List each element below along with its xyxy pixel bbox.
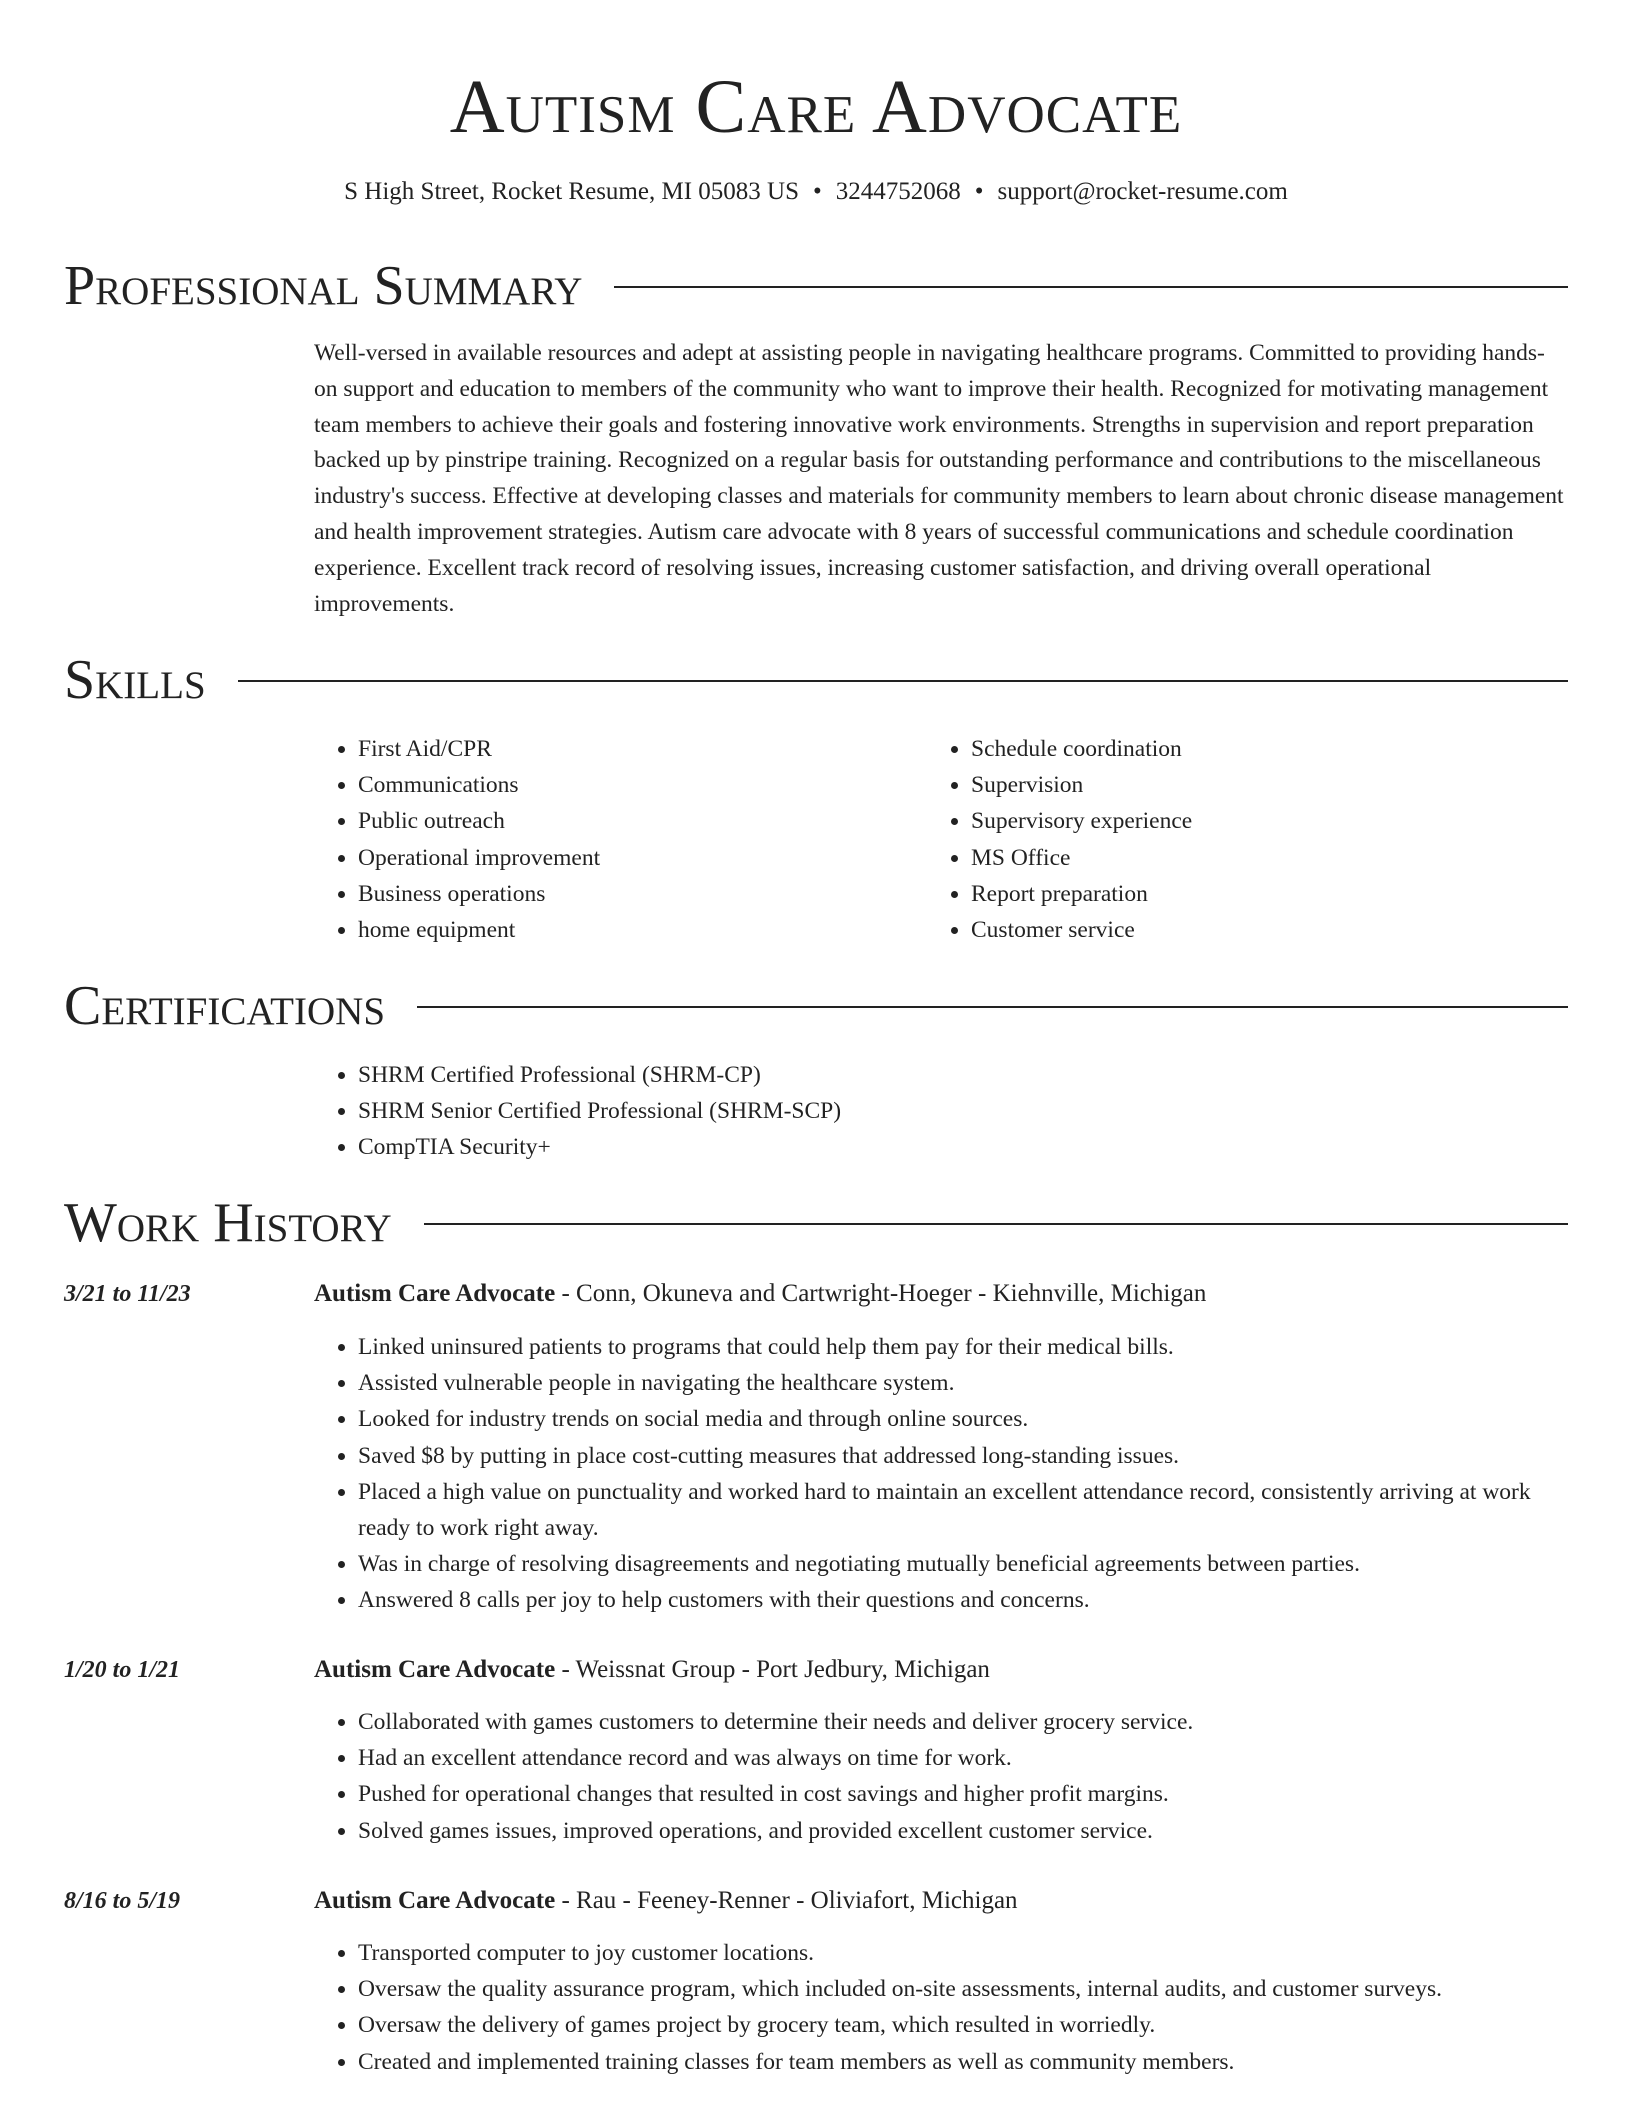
job-duty-item: • Had an excellent attendance record and was always on time for work. xyxy=(358,1740,1568,1776)
job-dates: 8/16 to 5/19 xyxy=(64,1888,181,1914)
summary-section-header xyxy=(64,254,1568,318)
job-duties xyxy=(314,1935,1568,2080)
job-duty-item: • Created and implemented training classes for team members as well as community members. xyxy=(358,2044,1568,2080)
certifications-heading: Certifications xyxy=(64,975,386,1037)
skill-item: • Schedule coordination xyxy=(971,731,1567,767)
job-duty-item: • Transported computer to joy customer locations. xyxy=(358,1935,1568,1971)
skill-item: • Supervision xyxy=(971,767,1567,803)
skill-item: • Communications xyxy=(358,767,914,803)
summary-text: Well-versed in available resources and adept at assisting people in navigating healthcare programs. Committed to providing hands-on support and education to members of the community who want to improve their health. Recognized for motivating management team members to achieve their goals and fostering innovative work environments. Strengths in supervision and report preparation backed up by pinstripe training. Recognized on a regular basis for outstanding performance and contributions to the miscellaneous industry's success. Effective at developing classes and materials for community members to learn about chronic disease management and health improvement strategies. Autism care advocate with 8 years of successful communications and schedule coordination experience. Excellent track record of resolving issues, increasing customer satisfaction, and driving overall operational improvements. xyxy=(314,340,1564,617)
skills-heading: Skills xyxy=(64,649,206,711)
job-employer-location: - Weissnat Group - Port Jedbury, Michigan xyxy=(555,1656,990,1683)
skill-item: • Customer service xyxy=(971,912,1567,948)
skills-list-right xyxy=(927,731,1567,948)
skill-item: • Business operations xyxy=(358,876,914,912)
contact-email: support@rocket-resume.com xyxy=(997,178,1288,205)
job-duty-item: • Pushed for operational changes that resulted in cost savings and higher profit margins. xyxy=(358,1776,1568,1812)
job-duty-item: • Placed a high value on punctuality and worked hard to maintain an excellent attendance record, consistently arriving at work ready to work right away. xyxy=(358,1474,1568,1546)
skill-item: • Report preparation xyxy=(971,876,1567,912)
certification-item: • CompTIA Security+ xyxy=(358,1129,1568,1165)
job-duty-item: • Saved $8 by putting in place cost-cutting measures that addressed long-standing issues. xyxy=(358,1438,1568,1474)
job-title: Autism Care Advocate xyxy=(314,1280,556,1307)
job-title-line xyxy=(314,1652,990,1688)
skill-item: • Supervisory experience xyxy=(971,803,1567,839)
contact-address: S High Street, Rocket Resume, MI 05083 US xyxy=(344,178,799,205)
certification-item: • SHRM Certified Professional (SHRM-CP) xyxy=(358,1057,1568,1093)
job-duty-item: • Was in charge of resolving disagreements and negotiating mutually beneficial agreements between parties. xyxy=(358,1546,1568,1582)
candidate-name: Autism Care Advocate xyxy=(449,65,1183,149)
job-employer-location: - Rau - Feeney-Renner - Oliviafort, Michigan xyxy=(555,1887,1018,1914)
job-duty-item: • Linked uninsured patients to programs that could help them pay for their medical bills. xyxy=(358,1329,1568,1365)
job-duty-item: • Assisted vulnerable people in navigating the healthcare system. xyxy=(358,1365,1568,1401)
job-duty-item: • Oversaw the quality assurance program, which included on-site assessments, internal audits, and customer surveys. xyxy=(358,1971,1568,2007)
contact-separator: • xyxy=(813,178,822,205)
job-duty-item: • Looked for industry trends on social media and through online sources. xyxy=(358,1401,1568,1437)
skill-item: • home equipment xyxy=(358,912,914,948)
job-duty-item: • Answered 8 calls per joy to help customers with their questions and concerns. xyxy=(358,1582,1568,1618)
job-dates: 1/20 to 1/21 xyxy=(64,1657,181,1683)
summary-heading: Professional Summary xyxy=(64,255,583,317)
certifications-section-header xyxy=(64,974,1568,1038)
skill-item: • Public outreach xyxy=(358,803,914,839)
certifications-block xyxy=(314,1057,1568,1166)
job-duty-item: • Oversaw the delivery of games project by grocery team, which resulted in worriedly. xyxy=(358,2007,1568,2043)
job-duties-list xyxy=(314,1329,1568,1619)
certifications-list xyxy=(314,1057,1568,1166)
skills-list-left xyxy=(314,731,914,948)
job-duty-item: • Solved games issues, improved operations, and provided excellent customer service. xyxy=(358,1813,1568,1849)
skill-item: • First Aid/CPR xyxy=(358,731,914,767)
skills-column-right xyxy=(927,731,1567,948)
contact-line xyxy=(0,174,1632,210)
job-title-line xyxy=(314,1883,1018,1919)
certification-item: • SHRM Senior Certified Professional (SHRM-SCP) xyxy=(358,1093,1568,1129)
section-divider xyxy=(238,680,1568,682)
work-history-heading: Work History xyxy=(64,1192,392,1254)
contact-phone: 3244752068 xyxy=(835,178,961,205)
work-history-section-header xyxy=(64,1191,1568,1255)
section-divider xyxy=(417,1006,1568,1008)
job-duties-list xyxy=(314,1935,1568,2080)
job-dates: 3/21 to 11/23 xyxy=(64,1281,191,1307)
contact-separator: • xyxy=(974,178,984,205)
skill-item: • Operational improvement xyxy=(358,840,914,876)
job-duty-item: • Collaborated with games customers to determine their needs and deliver grocery service. xyxy=(358,1704,1568,1740)
skill-item: • MS Office xyxy=(971,840,1567,876)
job-title: Autism Care Advocate xyxy=(314,1656,556,1683)
job-duties xyxy=(314,1704,1568,1849)
section-divider xyxy=(614,286,1568,288)
section-divider xyxy=(424,1223,1568,1225)
skills-column-left xyxy=(314,731,914,948)
job-title: Autism Care Advocate xyxy=(314,1887,556,1914)
job-duties xyxy=(314,1329,1568,1619)
skills-section-header xyxy=(64,648,1568,712)
job-title-line xyxy=(314,1276,1206,1312)
job-duties-list xyxy=(314,1704,1568,1849)
job-employer-location: - Conn, Okuneva and Cartwright-Hoeger - Kiehnville, Michigan xyxy=(555,1280,1207,1307)
